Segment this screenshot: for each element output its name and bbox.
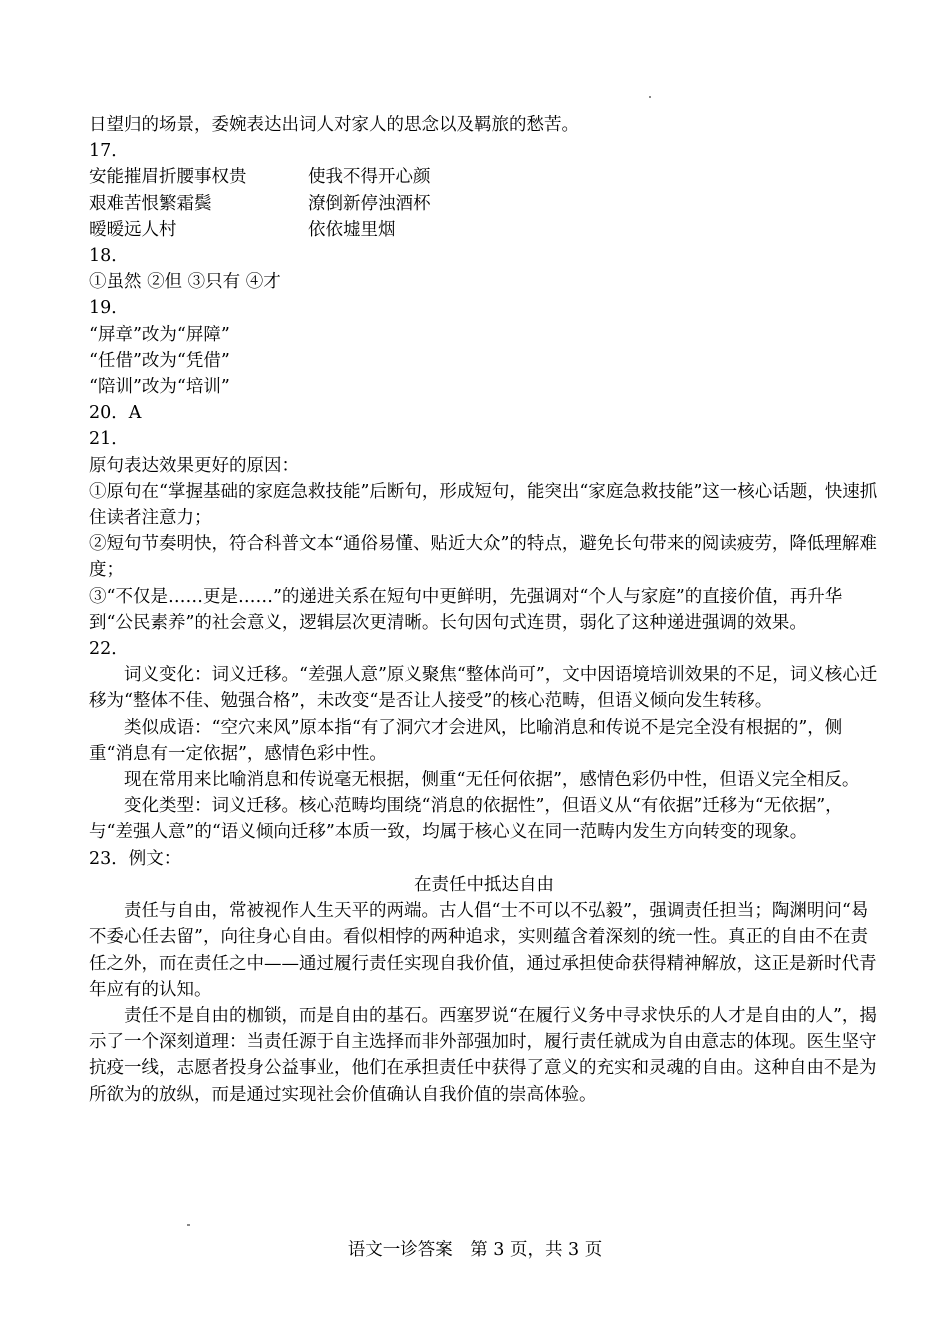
essay-paragraph: 责任不是自由的枷锁，而是自由的基石。西塞罗说“在履行义务中寻求快乐的人才是自由的人”，揭示了一个深刻道理：当责任源于自主选择而非外部强加时，履行责任就成为自由意志的体现。医生坚守抗疫一线，志愿者投身公益事业，他们在承担责任中获得了意义的充实和灵魂的自由。这种自由不是为所欲为的放纵，而是通过实现社会价值确认自我价值的崇高体验。 (89, 1005, 877, 1105)
q19-correction: “屏章”改为“屏障” (89, 324, 230, 345)
q18-number: 18． (89, 246, 129, 267)
q17-row-left: 安能摧眉折腰事权贵 (89, 167, 247, 188)
q17-row (89, 191, 879, 217)
intro-line: 日望归的场景，委婉表达出词人对家人的思念以及羁旅的愁苦。 (89, 115, 579, 135)
page-footer: 语文一诊答案 第 3 页，共 3 页 (347, 1240, 603, 1260)
q21-heading: 原句表达效果更好的原因： (89, 455, 299, 476)
q22-paragraph: 类似成语：“空穴来风”原本指“有了洞穴才会进风，比喻消息和传说不是完全没有根据的”，侧重“消息有一定依据”，感情色彩中性。 (89, 717, 843, 764)
q17-row-left: 艰难苦恨繁霜鬓 (89, 193, 212, 214)
answer-page-body (89, 112, 879, 1108)
q17-row (89, 164, 879, 190)
q19-number: 19． (89, 298, 129, 319)
q22-paragraph: 现在常用来比喻消息和传说毫无根据，侧重“无任何依据”，感情色彩仍中性，但语义完全相反。 (124, 770, 860, 791)
q19-correction: “陪训”改为“培训” (89, 377, 230, 398)
q21-point: ①原句在“掌握基础的家庭急救技能”后断句，形成短句，能突出“家庭急救技能”这一核心话题，快速抓住读者注意力； (89, 481, 878, 529)
q17-row-right: 潦倒新停浊酒杯 (308, 193, 431, 214)
scan-mark (649, 96, 651, 98)
q21-number: 21． (89, 429, 129, 450)
q22-paragraph: 词义变化：词义迁移。“差强人意”原义聚焦“整体尚可”，文中因语境培训效果的不足，词义核心迁移为“整体不佳、勉强合格”，未改变“是否让人接受”的核心范畴，但语义倾向发生转移。 (89, 665, 878, 712)
q17-row-right: 依依墟里烟 (308, 219, 396, 240)
q17-number: 17． (89, 141, 129, 162)
q21-point: ②短句节奏明快，符合科普文本“通俗易懂、贴近大众”的特点，避免长句带来的阅读疲劳，降低理解难度； (89, 534, 877, 581)
q18-answer: ①虽然 ②但 ③只有 ④才 (89, 272, 281, 293)
q17-row (89, 217, 879, 243)
q19-correction: “任借”改为“凭借” (89, 350, 230, 371)
scan-mark (187, 1224, 190, 1226)
q17-row-right: 使我不得开心颜 (308, 167, 431, 188)
q20-answer: 20．A (89, 403, 142, 424)
q17-row-left: 暧暧远人村 (89, 219, 177, 240)
essay-title: 在责任中抵达自由 (414, 874, 554, 895)
q22-number: 22． (89, 639, 129, 660)
q22-paragraph: 变化类型：词义迁移。核心范畴均围绕“消息的依据性”，但语义从“有依据”迁移为“无依据”，与“差强人意”的“语义倾向迁移”本质一致，均属于核心义在同一范畴内发生方向转变的现象。 (89, 796, 843, 843)
q23-label: 23．例文： (89, 848, 182, 869)
q21-point: ③“不仅是……更是……”的递进关系在短句中更鲜明，先强调对“个人与家庭”的直接价值，再升华到“公民素养”的社会意义，逻辑层次更清晰。长句因句式连贯，弱化了这种递进强调的效果。 (89, 586, 843, 633)
essay-paragraph: 责任与自由，常被视作人生天平的两端。古人倡“士不可以不弘毅”，强调责任担当；陶渊明问“曷不委心任去留”，向往身心自由。看似相悖的两种追求，实则蕴含着深刻的统一性。真正的自由不在责任之外，而在责任之中——通过履行责任实现自我价值，通过承担使命获得精神解放，这正是新时代青年应有的认知。 (89, 901, 877, 1000)
